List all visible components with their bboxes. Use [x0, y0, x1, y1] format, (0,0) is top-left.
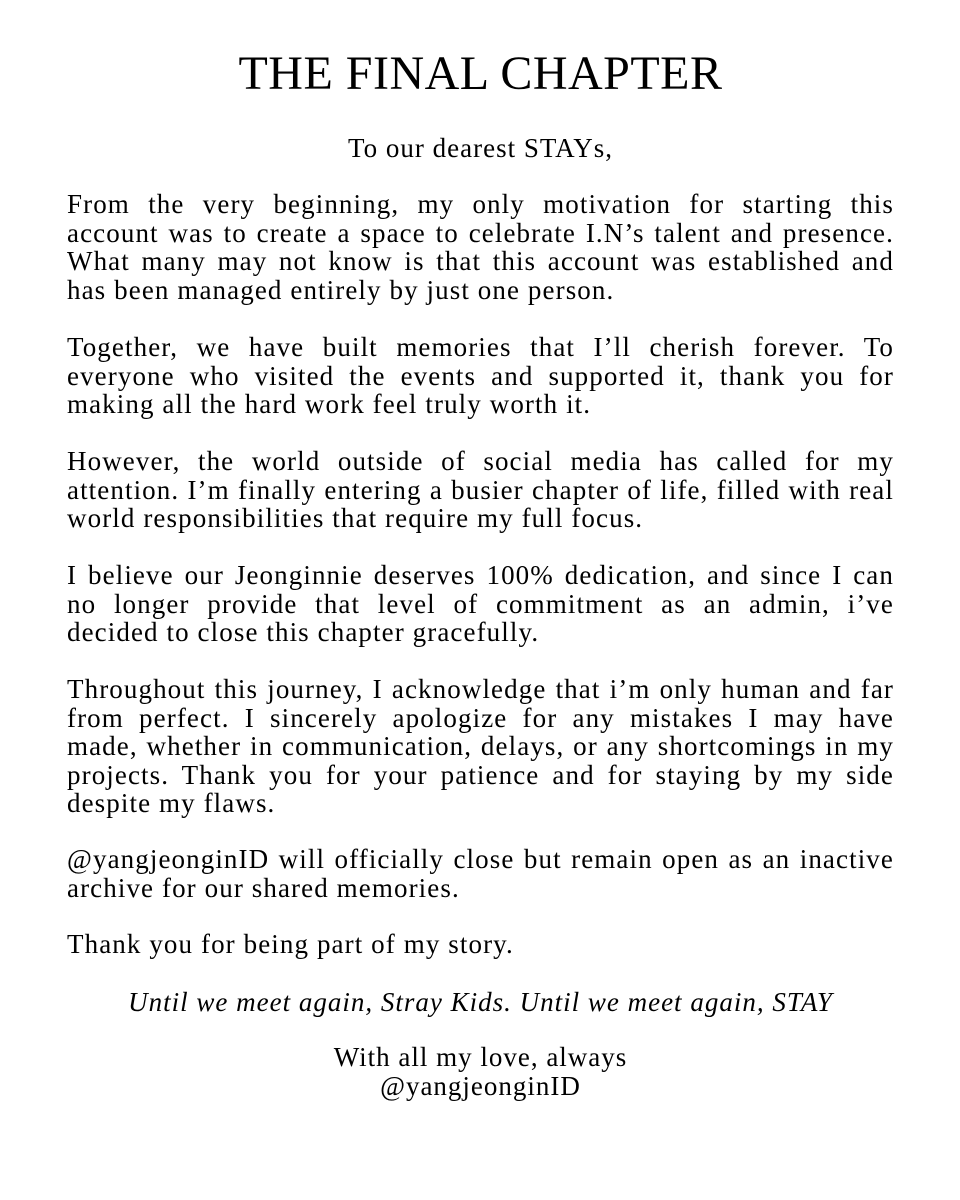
paragraph-motivation: From the very beginning, my only motivation for starting this account was to create a space to celebrate I.N’s talent and presence. What many may not know is that this account was established and has been managed entirely by just one person. — [67, 189, 894, 305]
paragraph-apology: Throughout this journey, I acknowledge that i’m only human and far from perfect. I sincerely apologize for any mistakes I may have made, whether in communication, delays, or any shortcomings in my projects. Thank you for your patience and for staying by my side despite my flaws. — [67, 674, 894, 818]
signature: @yangjeonginID — [380, 1071, 581, 1101]
signoff-text: With all my love, always — [333, 1042, 628, 1072]
salutation: To our dearest STAYs, — [348, 133, 613, 163]
paragraph-dedication: I believe our Jeonginnie deserves 100% dedication, and since I can no longer provide that level of commitment as an admin, i’ve decided to close this chapter gracefully. — [67, 560, 894, 647]
letter-title: THE FINAL CHAPTER — [238, 47, 723, 100]
closing-line: Until we meet again, Stray Kids. Until we meet again, STAY — [128, 987, 833, 1017]
paragraph-archive: @yangjeonginID will officially close but remain open as an inactive archive for our shared memories. — [67, 844, 894, 903]
paragraph-real-world: However, the world outside of social media has called for my attention. I’m finally entering a busier chapter of life, filled with real world responsibilities that require my full focus. — [67, 446, 894, 533]
paragraph-memories: Together, we have built memories that I’ll cherish forever. To everyone who visited the events and supported it, thank you for making all the hard work feel truly worth it. — [67, 332, 894, 419]
signoff-block — [67, 1043, 894, 1101]
paragraph-thanks: Thank you for being part of my story. — [67, 929, 514, 959]
